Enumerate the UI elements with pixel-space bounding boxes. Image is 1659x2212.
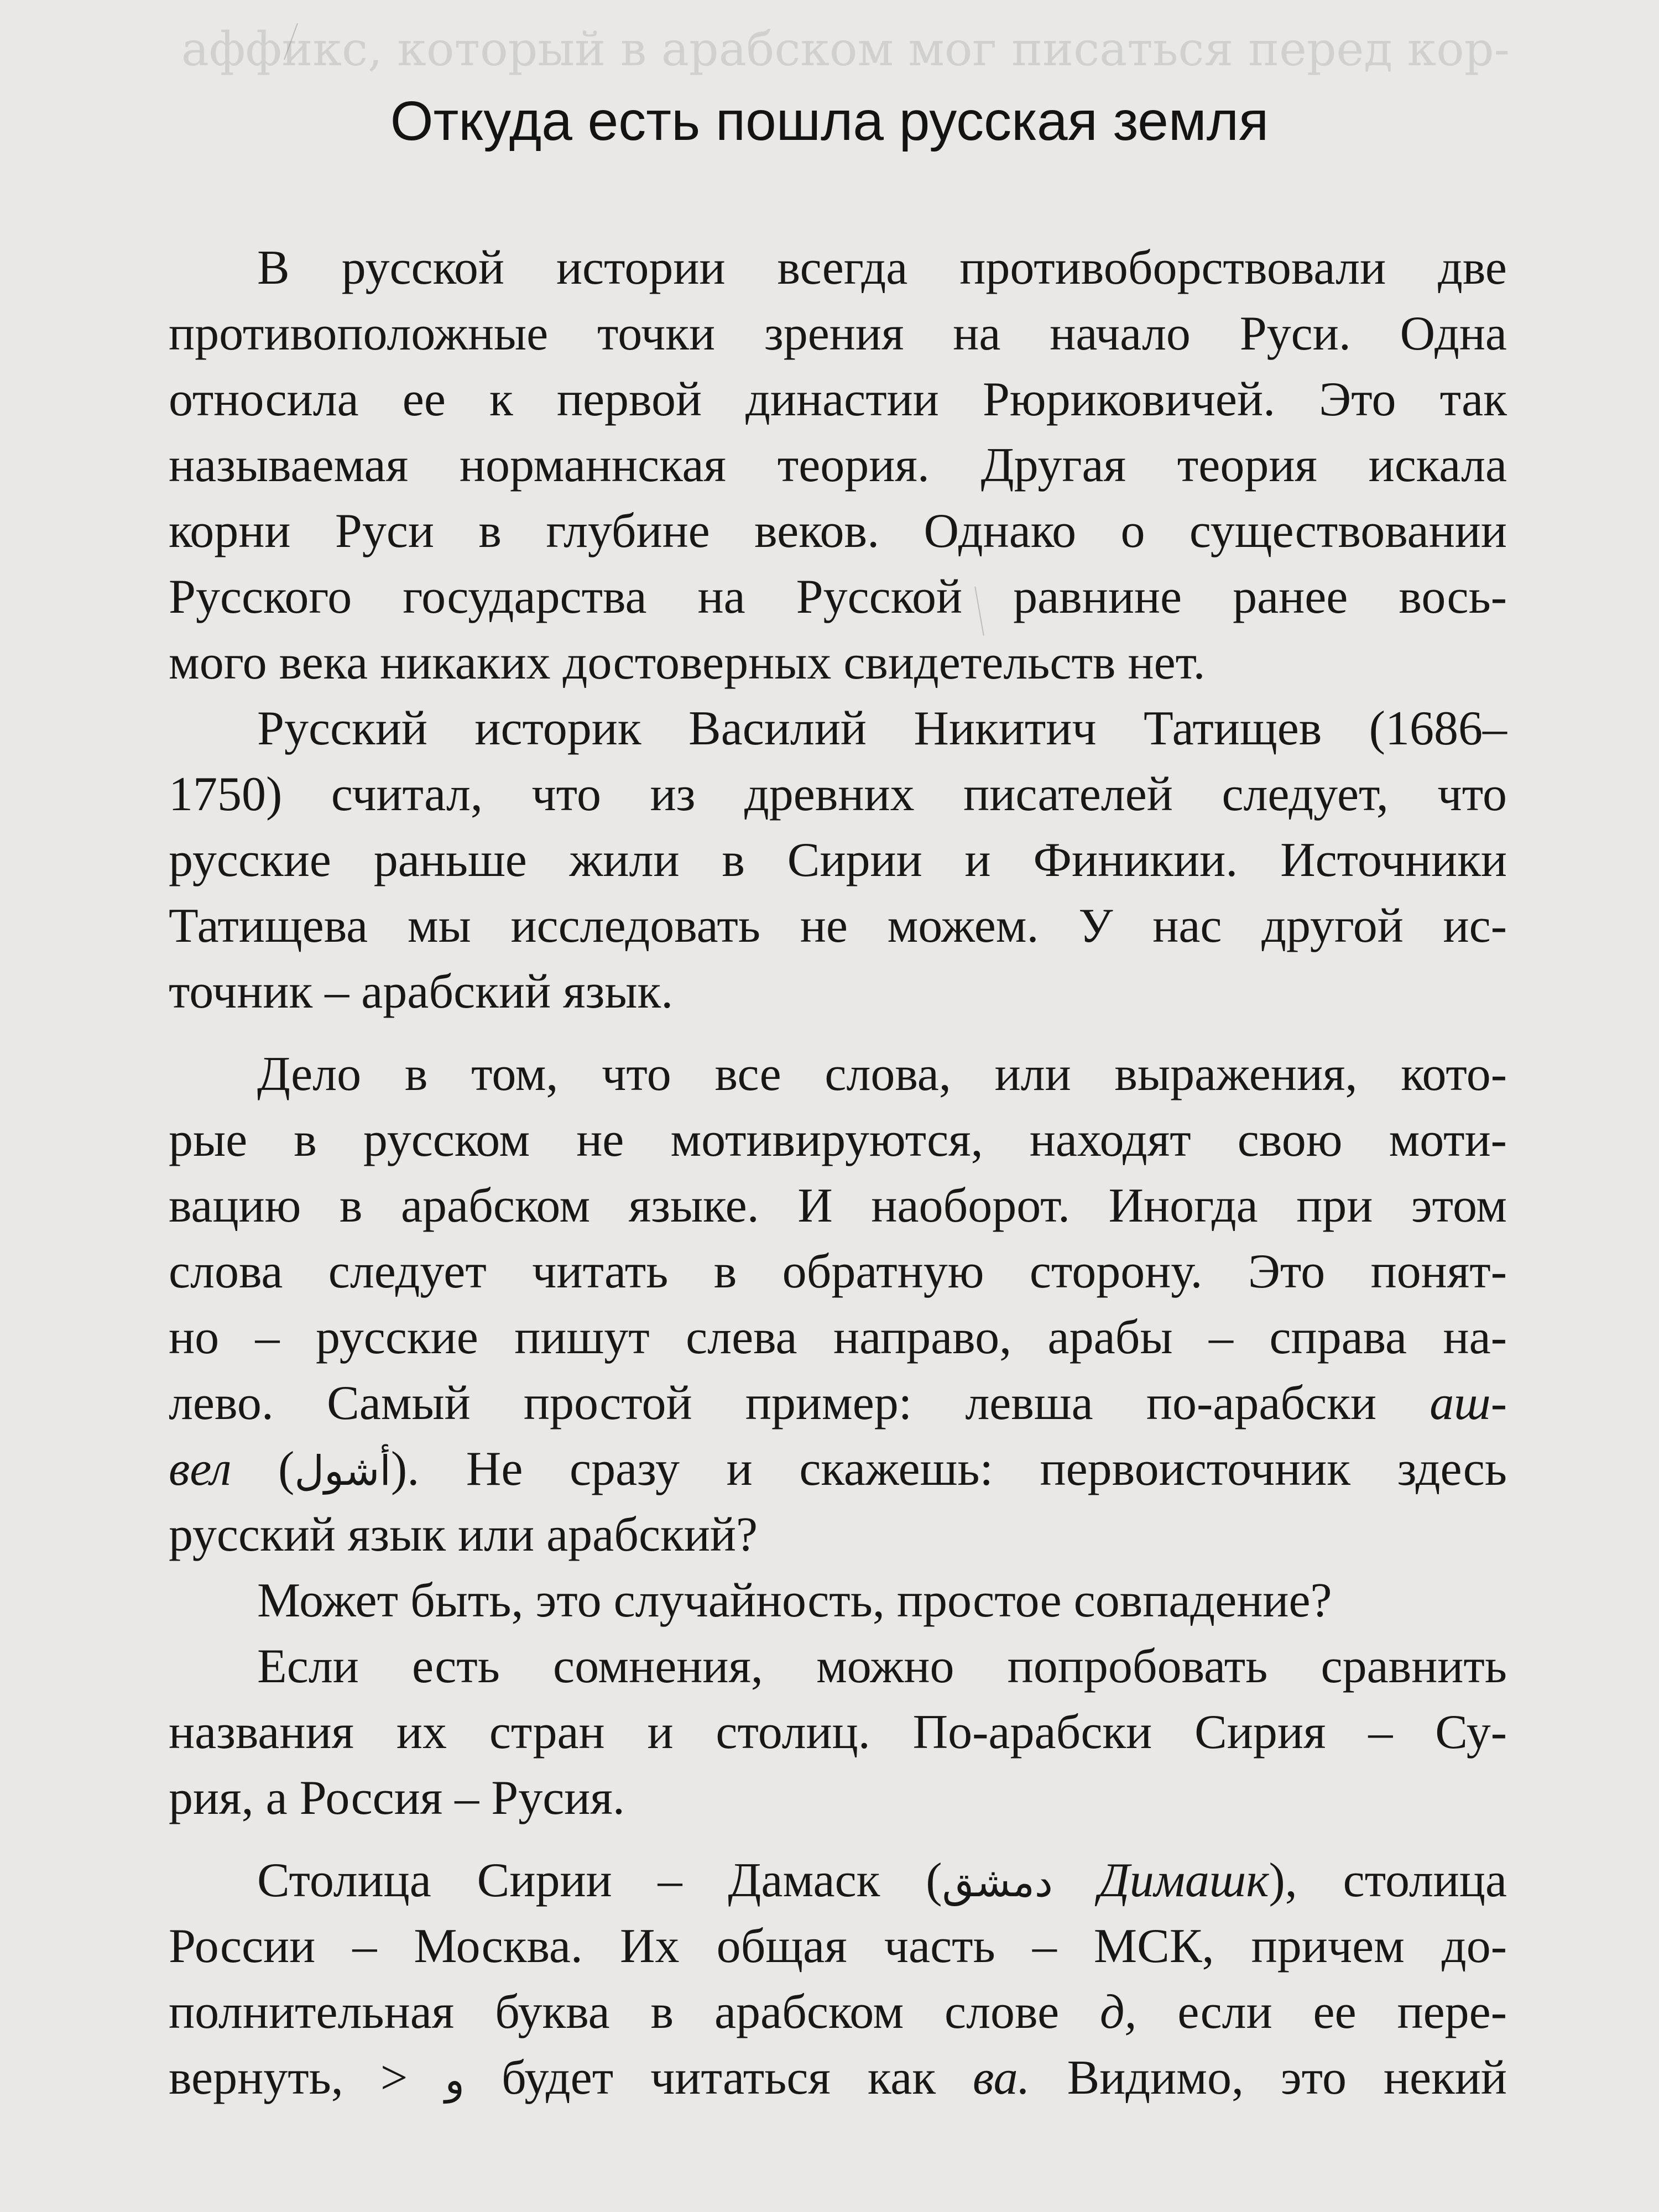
arabic-word: دمشق [942,1859,1053,1906]
text-segment: рия, а Россия – Русия. [169,1771,625,1825]
text-line-p3-l6 [169,1370,1507,1436]
text-segment: ), столица [1269,1854,1507,1907]
text-segment: Может быть, это случайность, простое совпадение? [257,1574,1332,1627]
italic-word: д, [1099,1985,1137,2039]
paragraph-gap [169,1831,1507,1848]
text-segment [1053,1854,1099,1907]
text-segment: рые в русском не мотивируются, находят свою моти- [169,1113,1507,1167]
text-segment: относила ее к первой династии Рюриковичей. Это так [169,373,1507,426]
arabic-word: أشول [294,1447,391,1495]
text-segment: называемая норманнская теория. Другая теория искала [169,439,1507,492]
body-text [169,235,1507,2111]
text-line-p4-l1 [169,1568,1507,1634]
text-segment: 1750) считал, что из древних писателей следует, что [169,768,1507,821]
text-line-p1-l4 [169,432,1507,498]
text-line-p2-l3 [169,827,1507,893]
text-line-p6-l1 [169,1848,1507,1913]
text-segment: слова следует читать в обратную сторону. Это понят- [169,1245,1507,1298]
text-segment: ( [231,1442,295,1496]
text-line-p2-l4 [169,893,1507,959]
italic-word: вел [169,1442,232,1496]
text-segment: вернуть, > [169,2051,445,2105]
text-segment: полнительная буква в арабском слове [169,1985,1100,2039]
text-segment: Дело в том, что все слова, или выражения, кото- [257,1047,1507,1101]
text-line-p3-l8 [169,1502,1507,1568]
text-line-p1-l6 [169,564,1507,630]
text-line-p2-l2 [169,761,1507,827]
text-segment: если ее пере- [1136,1985,1507,2039]
text-segment: но – русские пишут слева направо, арабы – справа на- [169,1311,1507,1364]
text-segment: В русской истории всегда противоборствовали две [257,241,1507,295]
text-line-p3-l7 [169,1436,1507,1502]
chapter-title: Откуда есть пошла русская земля [390,90,1269,152]
text-line-p2-l5 [169,959,1507,1025]
text-line-p5-l3 [169,1765,1507,1831]
text-segment: противоположные точки зрения на начало Руси. Одна [169,307,1507,361]
text-segment: ). Не сразу и скажешь: первоисточник здесь [390,1442,1507,1496]
text-segment: Русский историк Василий Никитич Татищев (1686– [257,702,1507,755]
text-segment: русский язык или арабский? [169,1508,758,1562]
italic-word: Димашк [1098,1854,1269,1907]
text-segment: Если есть сомнения, можно попробовать сравнить [257,1640,1507,1693]
text-line-p3-l5 [169,1305,1507,1370]
text-line-p3-l2 [169,1107,1507,1173]
text-segment: корни Руси в глубине веков. Однако о существовании [169,504,1507,558]
text-line-p1-l2 [169,301,1507,367]
text-line-p5-l1 [169,1634,1507,1699]
arabic-word: و [445,2056,465,2104]
text-line-p1-l1 [169,235,1507,301]
text-line-p2-l1 [169,696,1507,761]
text-line-p1-l5 [169,498,1507,564]
text-segment: Русского государства на Русской равнине ранее вось- [169,570,1507,624]
text-line-p5-l2 [169,1699,1507,1765]
previous-page-fragment: аффикс, который в арабском мог писаться перед кор- [181,22,1510,76]
text-line-p6-l4 [169,2045,1507,2111]
text-segment: мого века никаких достоверных свидетельств нет. [169,636,1206,690]
text-segment: будет читаться как [465,2051,973,2105]
text-segment: Видимо, это некий [1030,2051,1507,2105]
italic-word: аш- [1430,1376,1507,1430]
text-segment: вацию в арабском языке. И наоборот. Иногда при этом [169,1179,1507,1233]
text-segment: названия их стран и столиц. По-арабски Сирия – Су- [169,1705,1507,1759]
text-segment: лево. Самый простой пример: левша по-арабски [169,1376,1430,1430]
italic-word: ва. [973,2051,1030,2105]
text-segment: Татищева мы исследовать не можем. У нас другой ис- [169,899,1507,953]
text-line-p6-l2 [169,1913,1507,1979]
text-line-p1-l7 [169,630,1507,696]
text-segment: точник – арабский язык. [169,965,674,1019]
text-segment: русские раньше жили в Сирии и Финикии. Источники [169,833,1507,887]
text-segment: России – Москва. Их общая часть – МСК, причем до- [169,1919,1507,1973]
text-line-p1-l3 [169,367,1507,432]
paragraph-gap [169,1025,1507,1041]
text-line-p6-l3 [169,1979,1507,2045]
text-line-p3-l1 [169,1041,1507,1107]
text-line-p3-l3 [169,1173,1507,1239]
text-line-p3-l4 [169,1239,1507,1305]
text-segment: Столица Сирии – Дамаск ( [257,1854,942,1907]
